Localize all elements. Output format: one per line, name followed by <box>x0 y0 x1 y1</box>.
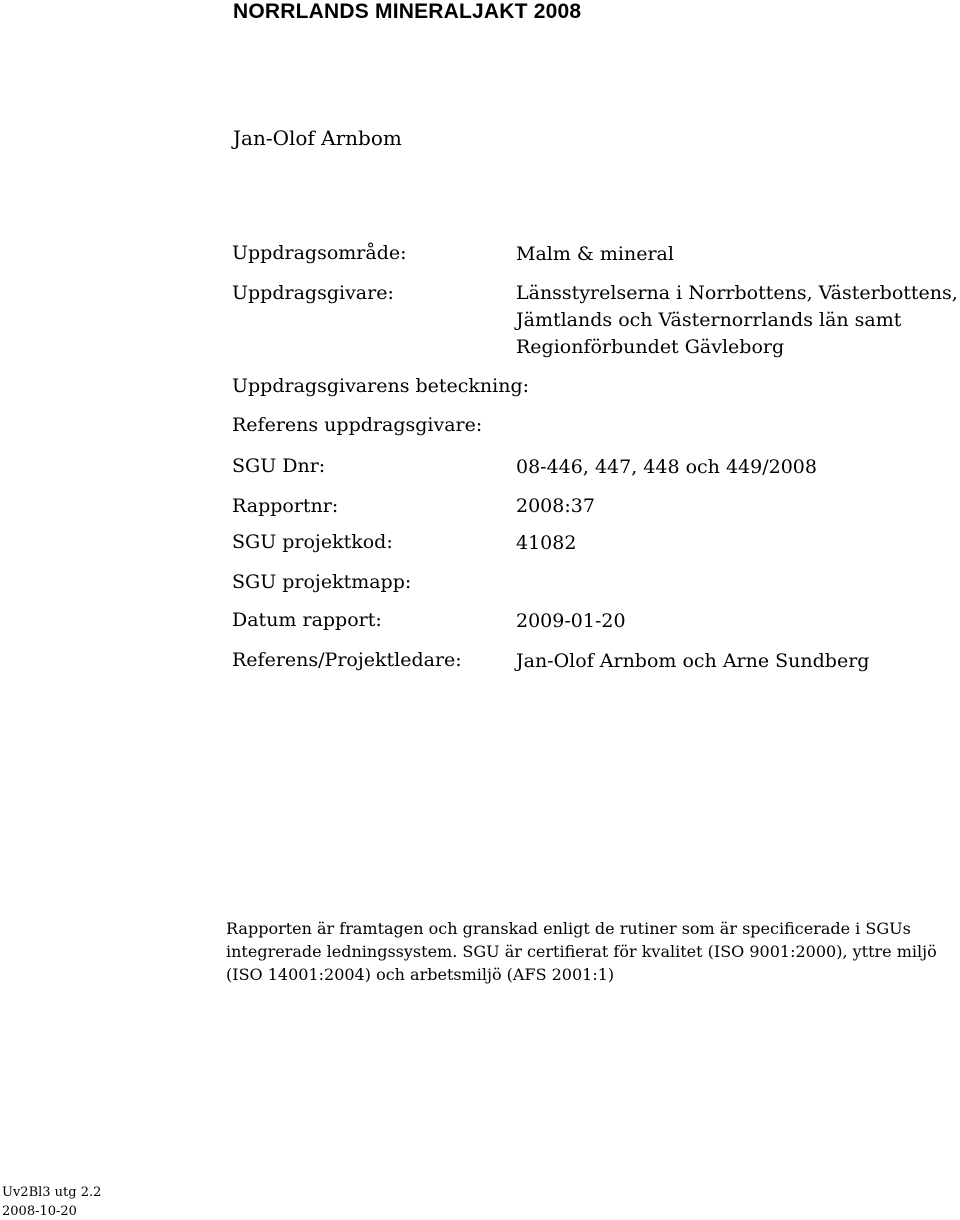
doc-date: 2008-10-20 <box>2 1204 77 1219</box>
value-projektledare: Jan-Olof Arnbom och Arne Sundberg <box>516 650 870 672</box>
value-rapportnr: 2008:37 <box>516 495 595 517</box>
doc-version: Uv2Bl3 utg 2.2 <box>2 1185 102 1200</box>
label-datum-rapport: Datum rapport: <box>232 609 382 631</box>
client-line: Jämtlands och Västernorrlands län samt <box>516 309 902 331</box>
label-rapportnr: Rapportnr: <box>232 495 339 517</box>
label-projektkod: SGU projektkod: <box>232 531 393 553</box>
value-uppdragsgivare <box>516 280 958 361</box>
report-title: NORRLANDS MINERALJAKT 2008 <box>233 0 582 23</box>
certification-note: Rapporten är framtagen och granskad enligt de rutiner som är specificerade i SGUs integrerade ledningssystem. SGU är certifierat för kvalitet (ISO 9001:2000), yttre miljö (ISO 14001:2004) och arbetsmiljö (AFS 2001:1) <box>226 919 937 984</box>
value-sgu-dnr: 08-446, 447, 448 och 449/2008 <box>516 456 817 478</box>
label-uppdragsgivare: Uppdragsgivare: <box>232 282 394 304</box>
label-projektmapp: SGU projektmapp: <box>232 571 412 593</box>
label-uppdragsomrade: Uppdragsområde: <box>232 242 407 264</box>
value-uppdragsomrade: Malm & mineral <box>516 243 674 265</box>
label-projektledare: Referens/Projektledare: <box>232 649 462 671</box>
client-line: Länsstyrelserna i Norrbottens, Västerbottens, <box>516 282 958 304</box>
report-author: Jan-Olof Arnbom <box>233 126 402 150</box>
value-projektkod: 41082 <box>516 532 577 554</box>
label-referens-uppdragsgivare: Referens uppdragsgivare: <box>232 414 483 436</box>
label-sgu-dnr: SGU Dnr: <box>232 455 326 477</box>
label-beteckning: Uppdragsgivarens beteckning: <box>232 375 530 397</box>
client-line: Regionförbundet Gävleborg <box>516 336 785 358</box>
value-datum-rapport: 2009-01-20 <box>516 610 626 632</box>
